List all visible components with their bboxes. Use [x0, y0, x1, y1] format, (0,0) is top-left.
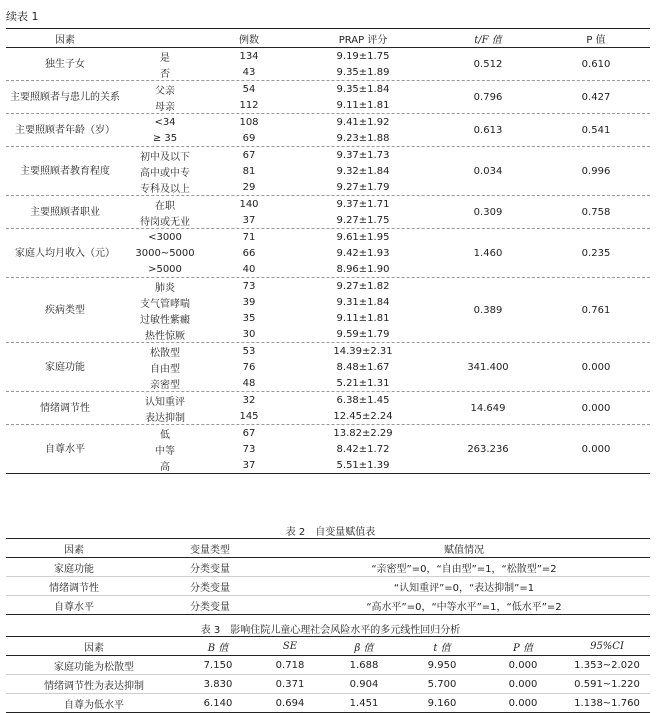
table1-level: 热性惊厥	[145, 330, 185, 342]
table1-n: 37	[242, 214, 256, 226]
table1-level-column	[124, 229, 206, 277]
table1-group	[6, 114, 650, 147]
table-row	[6, 694, 650, 713]
table1-p: 0.000	[581, 402, 611, 414]
table2-header-row	[6, 538, 650, 558]
table1-n: 30	[242, 328, 256, 340]
table3-cell: 1.451	[349, 697, 379, 709]
table3-caption: 表 3 影响住院儿童心理社会风险水平的多元线性回归分析	[200, 625, 461, 636]
table1-level-column	[124, 425, 206, 473]
table1-p: 0.427	[581, 91, 611, 103]
table1-header-n: 例数	[239, 34, 259, 46]
table3-header-b: B 值	[207, 642, 229, 654]
table1-score: 9.11±1.81	[336, 99, 390, 111]
table1-score: 9.32±1.84	[336, 165, 390, 177]
table1-n-column	[206, 425, 292, 473]
table1-level: 亲密型	[150, 379, 180, 391]
table1-level: 松散型	[150, 347, 180, 359]
table1-score-column	[292, 343, 434, 391]
table1-score: 9.23±1.88	[336, 132, 390, 144]
table1-p: 0.000	[581, 443, 611, 455]
table3-header-ci: 95%CI	[590, 640, 624, 652]
table1-stat: 14.649	[470, 402, 506, 414]
table1-n-column	[206, 278, 292, 342]
table1-group	[6, 425, 650, 474]
table1-header-row	[6, 28, 650, 48]
table1-score: 5.51±1.39	[336, 459, 390, 471]
table1-score: 9.27±1.82	[336, 280, 390, 292]
table3-cell: 0.718	[275, 659, 305, 671]
table1-p: 0.541	[581, 124, 611, 136]
table1-score: 8.48±1.67	[336, 361, 390, 373]
table1-score: 9.37±1.73	[336, 149, 390, 161]
table1-stat: 263.236	[467, 443, 509, 455]
table1-score-column	[292, 114, 434, 146]
table-row	[6, 596, 650, 615]
table1-n: 108	[239, 116, 259, 128]
table1-level: 否	[160, 68, 170, 80]
table1-header-factor: 因素	[55, 34, 75, 46]
table1-n-column	[206, 392, 292, 424]
table1-group	[6, 81, 650, 114]
table1-header-score: PRAP 评分	[338, 34, 388, 46]
table3-cell: 9.160	[427, 697, 457, 709]
table1-level: 高	[160, 461, 170, 473]
table1-score: 9.37±1.71	[336, 198, 390, 210]
table1-score: 9.61±1.95	[336, 231, 390, 243]
table2-cell: 分类变量	[190, 601, 230, 613]
table3-cell: 7.150	[203, 659, 233, 671]
table-row	[6, 656, 650, 675]
table1-level: 母亲	[155, 101, 175, 113]
table3-cell: 0.371	[275, 678, 305, 690]
table1-n-column	[206, 343, 292, 391]
table1-group	[6, 343, 650, 392]
table2-cell: 分类变量	[190, 582, 230, 594]
table1-level: 待岗或无业	[140, 216, 190, 228]
table3-cell: 0.904	[349, 678, 379, 690]
table1-level: >5000	[148, 263, 182, 275]
table1-n-column	[206, 229, 292, 277]
table1-header-p: P 值	[586, 34, 606, 46]
table1-score-column	[292, 147, 434, 195]
table1-n: 67	[242, 427, 256, 439]
table2-cell: 分类变量	[190, 563, 230, 575]
table1-n: 134	[239, 50, 259, 62]
table1-score: 14.39±2.31	[333, 345, 393, 357]
table1-level: <3000	[148, 231, 182, 243]
table3-cell: 0.000	[508, 678, 538, 690]
table1-score-column	[292, 392, 434, 424]
table3-cell: 0.000	[508, 697, 538, 709]
table1-level-column	[124, 196, 206, 228]
table1-stat: 0.034	[473, 165, 503, 177]
table1-score: 12.45±2.24	[333, 410, 393, 422]
table1-group	[6, 196, 650, 229]
table1-level: 3000~5000	[135, 247, 195, 259]
table1-level-column	[124, 147, 206, 195]
table1-n: 40	[242, 263, 256, 275]
table3-cell: 自尊为低水平	[64, 699, 124, 711]
table1-score: 9.27±1.75	[336, 214, 390, 226]
table1-score: 9.31±1.84	[336, 296, 390, 308]
table1-level: 低	[160, 429, 170, 441]
table1-score: 5.21±1.31	[336, 377, 390, 389]
table1-group	[6, 229, 650, 278]
table1-level-column	[124, 81, 206, 113]
table1-level: 过敏性紫癜	[140, 314, 190, 326]
table1-n-column	[206, 48, 292, 80]
table1-factor: 情绪调节性	[40, 402, 90, 414]
table1-p: 0.761	[581, 304, 611, 316]
table1-n: 67	[242, 149, 256, 161]
table2-cell: “认知重评”=0，“表达抑制”=1	[393, 582, 535, 594]
table1-score: 9.35±1.84	[336, 83, 390, 95]
table1-level-column	[124, 114, 206, 146]
table1-level: 高中或中专	[140, 167, 190, 179]
table1-p: 0.758	[581, 206, 611, 218]
table2-cell: 自尊水平	[54, 601, 94, 613]
table1-level: ≥ 35	[152, 132, 178, 144]
table1-score: 9.41±1.92	[336, 116, 390, 128]
table1-factor: 独生子女	[45, 58, 85, 70]
table3-cell: 5.700	[427, 678, 457, 690]
table3-cell: 家庭功能为松散型	[54, 661, 134, 673]
table1-stat: 0.796	[473, 91, 503, 103]
table3-cell: 0.591~1.220	[574, 678, 640, 690]
table1-level: 初中及以下	[140, 151, 190, 163]
table2-caption: 表 2 自变量赋值表	[285, 527, 376, 538]
table2-header-factor: 因素	[64, 544, 84, 556]
table2-cell: “高水平”=0，“中等水平”=1，“低水平”=2	[366, 601, 562, 613]
table1-factor: 家庭功能	[45, 361, 85, 373]
table2	[6, 538, 650, 615]
table1-level: 专科及以上	[140, 183, 190, 195]
table1-n-column	[206, 81, 292, 113]
table1-level: 是	[160, 52, 170, 64]
table1-score: 9.59±1.79	[336, 328, 390, 340]
table1-n: 81	[242, 165, 256, 177]
table1-level: 支气管哮喘	[140, 298, 190, 310]
table1-score-column	[292, 278, 434, 342]
table1-body	[6, 48, 650, 474]
table1-score: 8.96±1.90	[336, 263, 390, 275]
table2-cell: 情绪调节性	[49, 582, 99, 594]
table1-n: 32	[242, 394, 256, 406]
table1-n: 69	[242, 132, 256, 144]
table3-cell: 0.694	[275, 697, 305, 709]
table3-cell: 1.353~2.020	[574, 659, 640, 671]
table1-n: 76	[242, 361, 256, 373]
table1-factor: 主要照顾者教育程度	[20, 165, 110, 177]
table2-cell: 家庭功能	[54, 563, 94, 575]
table-row	[6, 558, 650, 577]
table1-score: 13.82±2.29	[333, 427, 393, 439]
table1-level-column	[124, 343, 206, 391]
table3-header-t: t 值	[433, 642, 451, 654]
table3-header-se: SE	[282, 640, 298, 652]
table1-factor: 疾病类型	[45, 304, 85, 316]
table1-score: 9.42±1.93	[336, 247, 390, 259]
table1-level: 肺炎	[155, 282, 175, 294]
table3	[6, 636, 650, 713]
table1-level: 表达抑制	[145, 412, 185, 424]
table1-score: 9.27±1.79	[336, 181, 390, 193]
table1-stat: 1.460	[473, 247, 503, 259]
table1-n-column	[206, 196, 292, 228]
table1-level-column	[124, 278, 206, 342]
table1-caption: 续表 1	[6, 10, 39, 23]
table3-header-factor: 因素	[84, 642, 104, 654]
table3-cell: 1.688	[349, 659, 379, 671]
table1-n: 140	[239, 198, 259, 210]
table1-score: 8.42±1.72	[336, 443, 390, 455]
table1-n: 35	[242, 312, 256, 324]
table-row	[6, 675, 650, 694]
table3-cell: 1.138~1.760	[574, 697, 640, 709]
table1-p: 0.996	[581, 165, 611, 177]
table1-level-column	[124, 392, 206, 424]
table1-stat: 0.512	[473, 58, 503, 70]
table3-header-p: P 值	[513, 642, 533, 654]
table1-factor: 主要照顾者年龄（岁）	[15, 124, 115, 136]
table1-level: 自由型	[150, 363, 180, 375]
table1-p: 0.610	[581, 58, 611, 70]
table1	[6, 28, 650, 474]
table3-header-beta: β 值	[354, 642, 374, 654]
table1-score-column	[292, 425, 434, 473]
table1-group	[6, 48, 650, 81]
table3-cell: 6.140	[203, 697, 233, 709]
table1-stat: 0.309	[473, 206, 503, 218]
table1-group	[6, 147, 650, 196]
table1-n: 53	[242, 345, 256, 357]
table1-stat: 0.389	[473, 304, 503, 316]
table1-level: 父亲	[155, 85, 175, 97]
table1-n: 73	[242, 280, 256, 292]
table1-level: 认知重评	[145, 396, 185, 408]
table1-group	[6, 278, 650, 343]
table1-group	[6, 392, 650, 425]
table1-score: 9.19±1.75	[336, 50, 390, 62]
table1-n: 54	[242, 83, 256, 95]
table1-n: 29	[242, 181, 256, 193]
table1-level: 在职	[155, 200, 175, 212]
table1-n: 43	[242, 66, 256, 78]
table-row	[6, 577, 650, 596]
table1-header-stat: t/F 值	[474, 34, 502, 46]
table1-n: 37	[242, 459, 256, 471]
table1-factor: 主要照顾者与患儿的关系	[10, 91, 120, 103]
table1-score: 9.11±1.81	[336, 312, 390, 324]
table3-cell: 3.830	[203, 678, 233, 690]
table1-stat: 0.613	[473, 124, 503, 136]
table1-level: <34	[154, 116, 176, 128]
table3-cell: 0.000	[508, 659, 538, 671]
table1-n: 48	[242, 377, 256, 389]
table1-n: 39	[242, 296, 256, 308]
table2-cell: “亲密型”=0，“自由型”=1，“松散型”=2	[371, 563, 557, 575]
table3-cell: 9.950	[427, 659, 457, 671]
table1-score: 9.35±1.89	[336, 66, 390, 78]
table1-score: 6.38±1.45	[336, 394, 390, 406]
table1-n: 66	[242, 247, 256, 259]
table1-stat: 341.400	[467, 361, 509, 373]
table2-header-type: 变量类型	[190, 544, 230, 556]
table1-score-column	[292, 48, 434, 80]
table1-p: 0.235	[581, 247, 611, 259]
table1-score-column	[292, 229, 434, 277]
table3-header-row	[6, 636, 650, 656]
table1-n: 112	[239, 99, 259, 111]
table1-n: 73	[242, 443, 256, 455]
table1-level-column	[124, 48, 206, 80]
table1-n: 145	[239, 410, 259, 422]
table1-score-column	[292, 196, 434, 228]
table3-cell: 情绪调节性为表达抑制	[44, 680, 144, 692]
table1-factor: 主要照顾者职业	[30, 206, 100, 218]
table1-level: 中等	[155, 445, 175, 457]
table1-factor: 自尊水平	[45, 443, 85, 455]
table1-score-column	[292, 81, 434, 113]
table1-n-column	[206, 114, 292, 146]
table1-p: 0.000	[581, 361, 611, 373]
table1-n: 71	[242, 231, 256, 243]
table1-factor: 家庭人均月收入（元）	[15, 247, 115, 259]
table2-header-assign: 赋值情况	[444, 544, 484, 556]
table1-n-column	[206, 147, 292, 195]
